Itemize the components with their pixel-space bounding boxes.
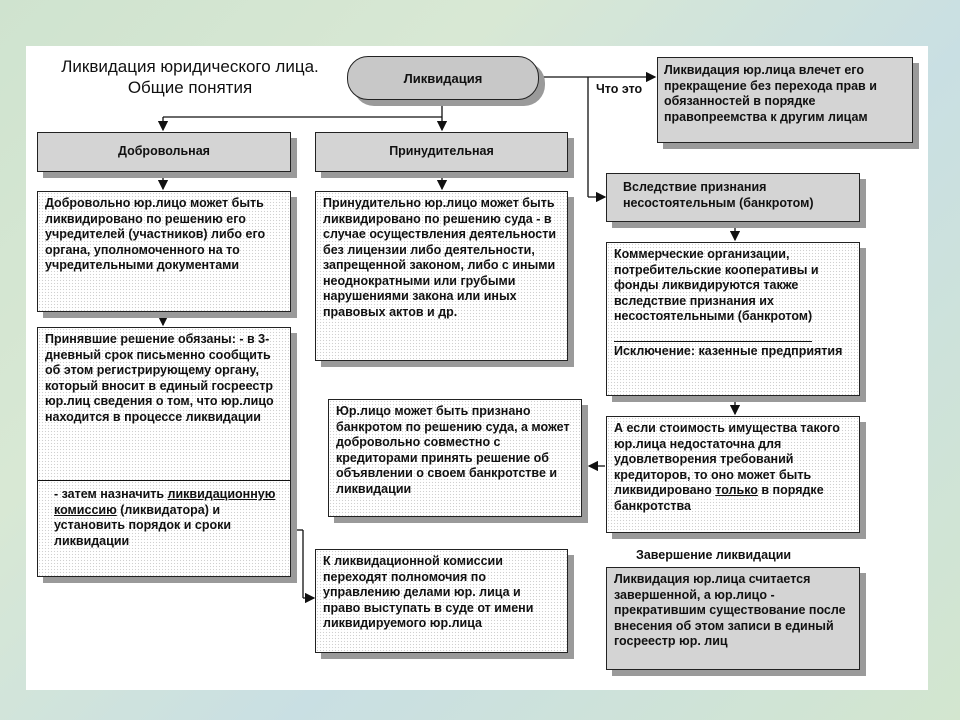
node-commission bbox=[315, 549, 568, 653]
duties-2-text-underlined: ликвидационную комиссию bbox=[54, 487, 276, 517]
property-text-a: А если стоимость имущества такого юр.лица недостаточна для удовлетворения требований кредиторов, то оно может быть ликвидировано bbox=[614, 421, 840, 497]
commission-text: К ликвидационной комиссии переходят полномочия по управлению делами юр. лица и право выступать в суде от имени ликвидируемого юр.лица bbox=[323, 554, 534, 630]
node-forced-header bbox=[315, 132, 568, 172]
voluntary-text: Добровольно юр.лицо может быть ликвидировано по решению его учредителей (участников) либо его органа, уполномоченного на то учредительными документами bbox=[45, 196, 266, 272]
node-definition bbox=[657, 57, 913, 143]
node-commercial bbox=[606, 242, 860, 396]
diagram-title: Ликвидация юридического лица. Общие понятия bbox=[61, 57, 319, 97]
exception-text: Исключение: казенные предприятия bbox=[614, 343, 843, 358]
node-duties bbox=[37, 327, 291, 577]
node-bankruptcy-header bbox=[606, 173, 860, 222]
voluntary-header-label: Добровольная bbox=[118, 144, 210, 159]
property-text-underlined: только bbox=[715, 483, 758, 497]
completion-text: Ликвидация юр.лица считается завершенной, а юр.лицо - прекратившим существование после внесения об этом записи в единый госреестр юр. лиц bbox=[614, 572, 846, 648]
node-bankrupt-court bbox=[328, 399, 582, 517]
exception-divider bbox=[614, 341, 812, 342]
forced-text: Принудительно юр.лицо может быть ликвидировано по решению суда - в случае осуществления деятельности без лицензии либо деятельности, запрещенной законом, либо с иными неоднократными или грубыми нарушениями закона или иных правовых актов и др. bbox=[323, 196, 557, 319]
node-definition-text: Ликвидация юр.лица влечет его прекращение без перехода прав и обязанностей в порядке правопреемства к другим лицам bbox=[664, 63, 877, 124]
node-liquidation-label: Ликвидация bbox=[403, 70, 483, 86]
commercial-text: Коммерческие организации, потребительские кооперативы и фонды ликвидируются также вследствие признания их несостоятельными (банкротом) bbox=[614, 247, 819, 323]
duties-part-1 bbox=[38, 328, 290, 480]
completion-label: Завершение ликвидации bbox=[636, 548, 792, 562]
bankrupt-court-text: Юр.лицо может быть признано банкротом по решению суда, а может добровольно совместно с кредиторами принять решение об объявлении о своем банкротстве и ликвидации bbox=[336, 404, 570, 496]
duties-2-text-b: (ликвидатора) и установить порядок и сроки ликвидации bbox=[54, 502, 232, 548]
duties-1-text: Принявшие решение обязаны: - в 3-дневный срок письменно сообщить об этом регистрирующему органу, который вносит в единый госреестр юр.лиц сведения о том, что юр.лицо находится в процессе ликвидации bbox=[45, 332, 274, 424]
property-text-b: в порядке банкротства bbox=[614, 483, 824, 513]
forced-header-label: Принудительная bbox=[389, 144, 494, 159]
node-completion bbox=[606, 567, 860, 670]
node-liquidation bbox=[347, 56, 539, 100]
node-voluntary-header bbox=[37, 132, 291, 172]
node-forced-text bbox=[315, 191, 568, 361]
what-is-label: Что это bbox=[596, 82, 643, 96]
duties-part-2 bbox=[38, 480, 290, 553]
node-voluntary-text bbox=[37, 191, 291, 312]
bankruptcy-header-label: Вследствие признания несостоятельным (банкротом) bbox=[623, 180, 814, 210]
duties-2-text-a: - затем назначить bbox=[54, 487, 168, 501]
node-property bbox=[606, 416, 860, 533]
